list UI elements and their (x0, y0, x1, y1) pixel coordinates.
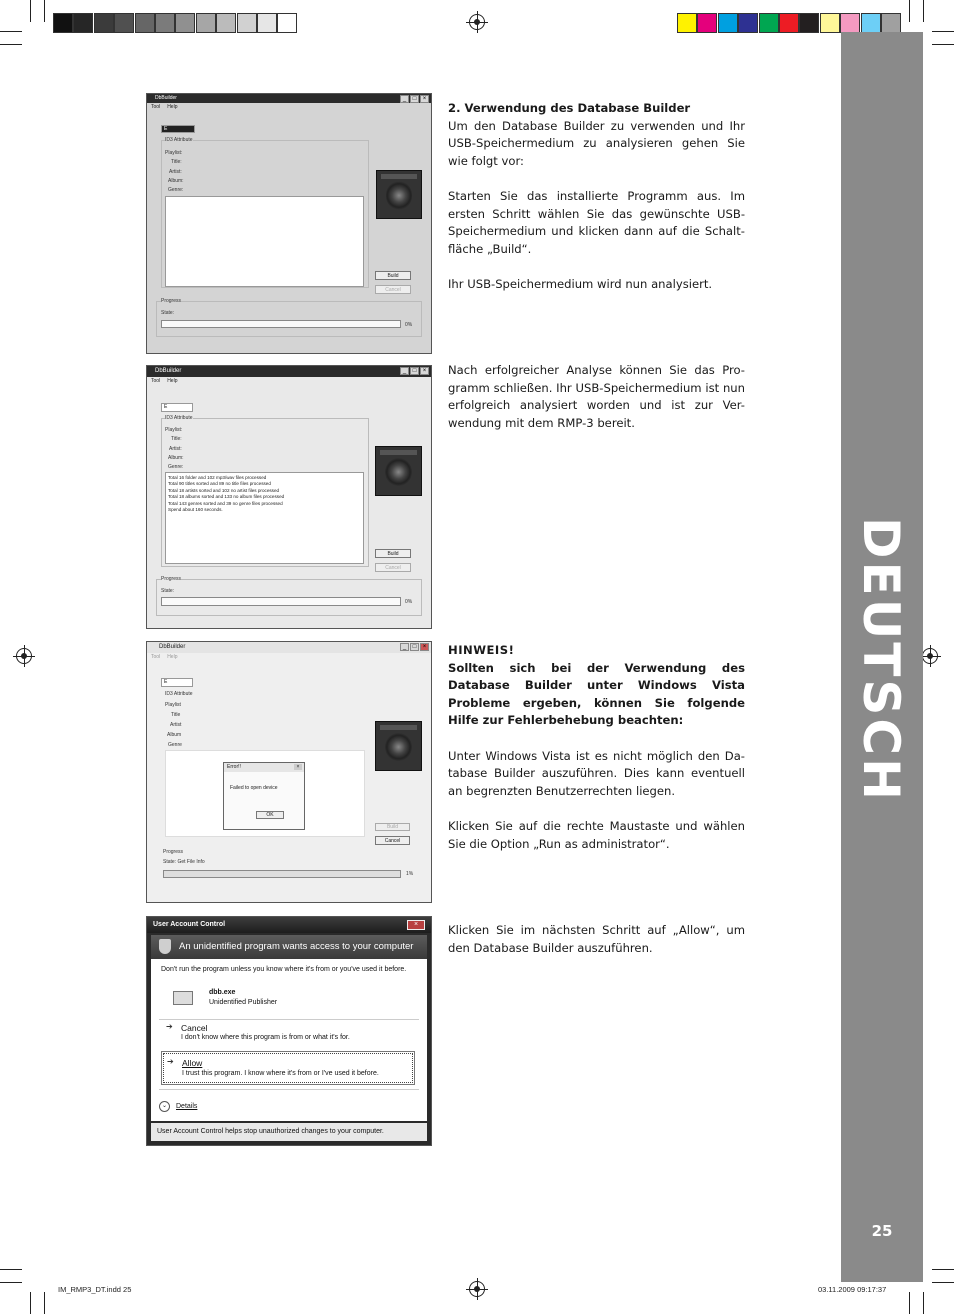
allow-option-desc: I trust this program. I know where it's from or I've used it before. (182, 1070, 379, 1077)
cancel-button[interactable]: Cancel (375, 836, 410, 845)
state-label: State: (161, 588, 175, 594)
error-dialog-title: Error!! (224, 763, 304, 772)
publisher-name: Unidentified Publisher (209, 999, 278, 1006)
cancel-option-desc: I don't know where this program is from or what it's for. (181, 1034, 350, 1041)
crop-mark (0, 31, 22, 32)
genre-label: Genre (168, 742, 182, 748)
section-build-instructions (448, 100, 745, 311)
section-vista-note (448, 642, 745, 871)
section-analysis-complete (448, 362, 745, 450)
crop-mark (923, 1292, 924, 1314)
section-allow (448, 922, 745, 975)
uac-warning: Don't run the program unless you know where it's from or you've used it before. (161, 966, 407, 973)
menu-tool[interactable]: Tool (151, 378, 161, 384)
gray-swatch (155, 13, 175, 33)
crop-mark (932, 44, 954, 45)
log-line: Spend about 160 seconds. (168, 507, 223, 513)
arrow-right-icon: ➔ (166, 1022, 173, 1031)
page-number: 25 (871, 1222, 893, 1240)
album-label: Album (167, 732, 182, 738)
crop-mark (0, 1269, 22, 1270)
shield-icon (159, 939, 171, 954)
color-swatch (881, 13, 901, 33)
paragraph: Ihr USB-Speichermedium wird nun analysiert. (448, 276, 713, 291)
gray-swatch (73, 13, 93, 33)
log-line: Total 90 titles sorted and 89 no title files processed (168, 481, 271, 487)
title-label: Title: (171, 159, 182, 165)
crop-mark (932, 1282, 954, 1283)
menu-help[interactable]: Help (167, 378, 178, 384)
registration-mark-icon (469, 14, 485, 30)
crop-mark (44, 0, 45, 22)
crop-mark (30, 1292, 31, 1314)
gray-swatch (53, 13, 73, 33)
dbbuilder-screenshot-error (146, 641, 432, 903)
drive-select[interactable]: E (161, 403, 193, 412)
menu-tool[interactable]: Tool (151, 104, 161, 110)
playlist-label: Playlist: (165, 150, 183, 156)
progress-group (156, 301, 422, 337)
uac-body (151, 959, 427, 1121)
minimize-icon[interactable]: _ (400, 367, 409, 375)
paragraph: Starten Sie das installierte Programm aus. Im ersten Schritt wählen Sie das gewünschte USB-Speichermedium und klicken dann auf die Schalt-fläche „Build“. (448, 188, 745, 256)
group-label: ID3 Attribute (165, 137, 193, 143)
paragraph: Klicken Sie auf die rechte Maustaste und wählen Sie die Option „Run as administrator“. (448, 818, 745, 851)
note-heading: HINWEIS! (448, 643, 515, 657)
timestamp: 03.11.2009 09:17:37 (818, 1285, 887, 1294)
details-toggle[interactable]: Details (176, 1103, 198, 1110)
paragraph: Um den Database Builder zu verwenden und Ihr USB-Speichermedium zu analysieren gehen Sie wie folgt vor: (448, 118, 745, 168)
program-icon (173, 991, 193, 1005)
close-icon[interactable]: × (420, 367, 429, 375)
color-swatch (677, 13, 697, 33)
arrow-right-icon: ➔ (167, 1057, 174, 1066)
minimize-icon[interactable]: _ (400, 643, 409, 651)
log-textbox[interactable] (165, 472, 364, 564)
gray-swatch (257, 13, 277, 33)
crop-mark (909, 1292, 910, 1314)
progress-percent: 1% (406, 871, 414, 877)
progress-label: Progress (161, 576, 182, 582)
title-label: Title: (171, 436, 182, 442)
menu-help[interactable]: Help (167, 104, 178, 110)
uac-divider (159, 1019, 419, 1020)
chevron-down-icon[interactable]: ⌄ (159, 1101, 170, 1112)
log-textbox[interactable] (165, 196, 364, 287)
uac-footer: User Account Control helps stop unauthorized changes to your computer. (151, 1123, 427, 1141)
close-icon[interactable]: × (420, 643, 429, 651)
artist-label: Artist: (169, 169, 182, 175)
progress-label: Progress (163, 849, 184, 855)
uac-title: User Account Control (147, 917, 431, 933)
dbbuilder-screenshot-initial (146, 93, 432, 354)
color-swatch (840, 13, 860, 33)
uac-dialog-screenshot (146, 916, 432, 1146)
crop-mark (30, 0, 31, 22)
album-label: Album: (168, 455, 184, 461)
registration-mark-icon (16, 648, 32, 664)
gray-swatch (175, 13, 195, 33)
paragraph: Nach erfolgreicher Analyse können Sie das Pro-gramm schließen. Ihr USB-Speichermedium ist nun erfolgreich analysiert worden und ist zur Ver-wendung mit dem RMP-3 bereit. (448, 363, 745, 430)
maximize-icon[interactable]: □ (410, 367, 419, 375)
progress-bar (161, 320, 401, 328)
cancel-button[interactable]: Cancel (375, 285, 411, 294)
crop-mark (932, 31, 954, 32)
maximize-icon[interactable]: □ (410, 643, 419, 651)
artist-label: Artist: (169, 446, 182, 452)
drive-select[interactable]: E (161, 125, 195, 133)
gray-swatch (237, 13, 257, 33)
artist-label: Artist (170, 722, 182, 728)
color-swatch (697, 13, 717, 33)
crop-mark (44, 1292, 45, 1314)
title-label: Title (171, 712, 181, 718)
progress-bar (161, 597, 401, 606)
registration-mark-icon (469, 1281, 485, 1297)
cancel-button[interactable]: Cancel (375, 563, 411, 572)
minimize-icon[interactable]: _ (400, 95, 409, 103)
progress-percent: 0% (405, 599, 413, 605)
gray-swatch (94, 13, 114, 33)
language-label: DEUTSCH (852, 517, 910, 803)
color-swatch (799, 13, 819, 33)
allow-option-label: Allow (182, 1058, 203, 1068)
drive-select[interactable]: E (161, 678, 193, 687)
gray-swatch (216, 13, 236, 33)
log-line: Total 143 genres sorted and 39 no genre files processed (168, 500, 283, 506)
state-label: State: (161, 310, 175, 316)
album-label: Album: (168, 178, 184, 184)
dbbuilder-screenshot-finished (146, 365, 432, 629)
close-icon[interactable]: × (407, 920, 425, 930)
progress-percent: 0% (405, 322, 413, 328)
gray-swatch (135, 13, 155, 33)
window-controls (400, 643, 429, 652)
note-bold-text: Sollten sich bei der Verwendung des Database Builder unter Windows Vista Probleme ergeben, können Sie folgende Hilfe zur Fehlerbehebung beachten: (448, 660, 745, 728)
window-controls (400, 367, 429, 376)
file-slug: IM_RMP3_DT.indd 25 (58, 1285, 132, 1294)
progress-bar (163, 870, 401, 878)
menu-bar (147, 377, 431, 385)
gray-swatch (114, 13, 134, 33)
build-button[interactable]: Build (375, 549, 411, 558)
paragraph: Unter Windows Vista ist es nicht möglich den Da-tabase Builder auszuführen. Dies kann eventuell an begrenzten Benutzerrechten liegen. (448, 748, 745, 798)
log-line: Total 16 folder and 102 mp3/wav files processed (168, 475, 267, 480)
section-heading: 2. Verwendung des Database Builder (448, 101, 691, 115)
close-icon[interactable]: × (420, 95, 429, 103)
window-title: DbBuilder (147, 366, 431, 377)
group-label: ID3 Attribute (165, 691, 193, 697)
gray-swatch (277, 13, 297, 33)
maximize-icon[interactable]: □ (410, 95, 419, 103)
cd-player-image (375, 721, 422, 771)
window-title: DbBuilder (147, 642, 431, 653)
program-name: dbb.exe (209, 989, 236, 996)
menu-bar (147, 103, 431, 111)
crop-mark (932, 1269, 954, 1270)
crop-mark (909, 0, 910, 22)
uac-divider (159, 1089, 419, 1090)
menu-tool[interactable]: Tool (151, 654, 161, 660)
log-line: Total 18 albums sorted and 133 no album files processed (168, 494, 285, 500)
state-label: State: Get File Info (163, 859, 205, 865)
progress-label: Progress (161, 298, 182, 304)
build-button[interactable]: Build (375, 823, 410, 831)
ok-button[interactable]: OK (256, 811, 284, 819)
uac-headline: An unidentified program wants access to your computer (151, 935, 427, 959)
registration-mark-icon (922, 648, 938, 664)
genre-label: Genre: (168, 187, 184, 193)
crop-mark (923, 0, 924, 22)
cd-player-image (375, 446, 422, 496)
cancel-option-label: Cancel (181, 1023, 208, 1033)
paragraph: Klicken Sie im nächsten Schritt auf „Allow“, um den Database Builder auszuführen. (448, 923, 745, 955)
color-swatch (738, 13, 758, 33)
menu-bar (147, 653, 431, 661)
color-swatch (718, 13, 738, 33)
crop-mark (0, 1282, 22, 1283)
gray-swatch (196, 13, 216, 33)
playlist-label: Playlist (165, 702, 181, 708)
close-icon[interactable]: × (294, 764, 302, 770)
allow-option[interactable] (161, 1051, 415, 1085)
error-message: Failed to open device (230, 785, 278, 791)
color-swatch (779, 13, 799, 33)
playlist-label: Playlist: (165, 427, 183, 433)
window-title: DbBuilder (147, 94, 431, 103)
build-button[interactable]: Build (375, 271, 411, 280)
color-swatch (759, 13, 779, 33)
cancel-option[interactable] (161, 1021, 415, 1047)
menu-help[interactable]: Help (167, 654, 178, 660)
genre-label: Genre: (168, 464, 184, 470)
error-dialog (223, 762, 305, 830)
crop-mark (0, 44, 22, 45)
color-swatch (861, 13, 881, 33)
log-line: Total 18 artists sorted and 102 no artist files processed (168, 487, 280, 493)
group-label: ID3 Attribute (165, 415, 193, 421)
cd-player-image (376, 170, 422, 219)
color-swatch (820, 13, 840, 33)
